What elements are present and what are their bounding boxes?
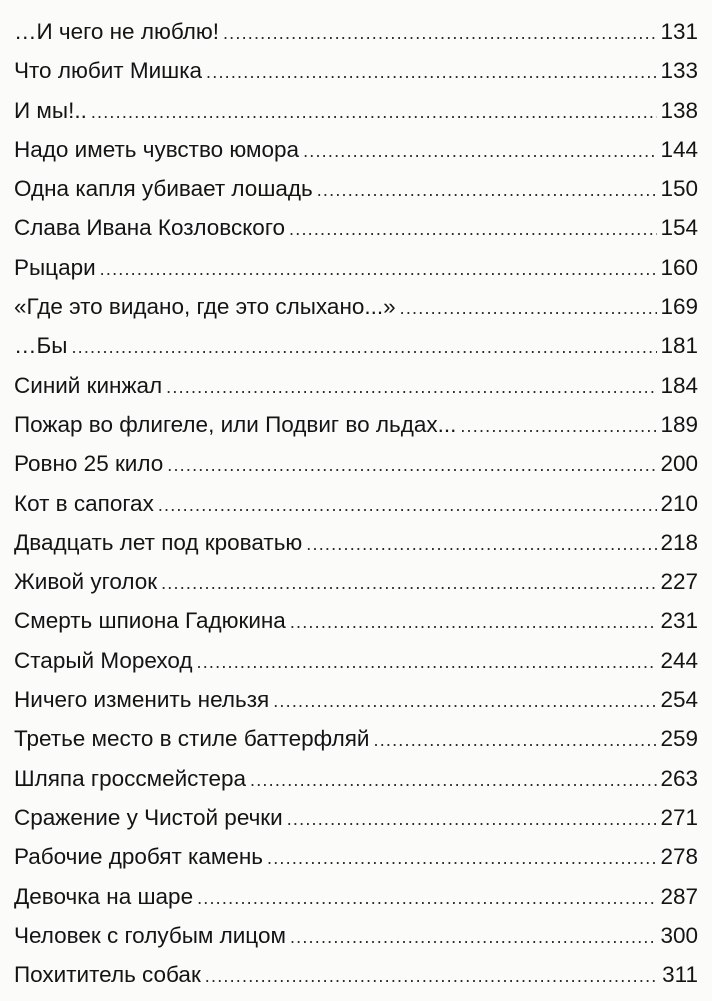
entry-page-number: 184 (660, 372, 698, 398)
entry-title: Синий кинжал (14, 372, 163, 398)
dot-leader (197, 879, 657, 918)
entry-title: Ничего изменить нельзя (14, 687, 270, 713)
dot-leader (290, 918, 657, 957)
entry-title: И мы!.. (14, 97, 87, 123)
toc-entry[interactable] (14, 248, 698, 287)
dot-leader (166, 368, 657, 407)
entry-title: Рыцари (14, 254, 96, 280)
entry-title: Надо иметь чувство юмора (14, 136, 300, 162)
entry-title: Шляпа гроссмейстера (14, 765, 247, 791)
toc-entry[interactable] (14, 287, 698, 326)
entry-page-number: 227 (660, 569, 698, 595)
entry-title: Похититель собак (14, 962, 201, 988)
toc-entry[interactable] (14, 562, 698, 601)
toc-entry[interactable] (14, 719, 698, 758)
dot-leader (374, 721, 658, 760)
dot-leader (206, 53, 657, 92)
entry-title: Девочка на шаре (14, 883, 194, 909)
dot-leader (290, 603, 657, 642)
dot-leader (306, 525, 657, 564)
entry-title: Третье место в стиле баттерфляй (14, 726, 370, 752)
toc-entry[interactable] (14, 169, 698, 208)
entry-page-number: 218 (660, 529, 698, 555)
toc-entry[interactable] (14, 51, 698, 90)
dot-leader (71, 328, 657, 367)
dot-leader (273, 682, 657, 721)
entry-title: Ровно 25 кило (14, 451, 164, 477)
toc-entry[interactable] (14, 523, 698, 562)
entry-page-number: 160 (660, 254, 698, 280)
entry-title: Старый Мореход (14, 647, 193, 673)
entry-page-number: 154 (660, 215, 698, 241)
toc-entry[interactable] (14, 837, 698, 876)
entry-page-number: 131 (660, 19, 698, 44)
dot-leader (303, 132, 657, 171)
dot-leader (223, 14, 657, 53)
entry-page-number: 181 (660, 333, 698, 359)
dot-leader (100, 250, 657, 289)
dot-leader (460, 407, 657, 446)
dot-leader (158, 486, 657, 525)
entry-page-number: 138 (660, 97, 698, 123)
toc-entry[interactable] (14, 641, 698, 680)
dot-leader (205, 957, 657, 996)
entry-page-number: 144 (660, 136, 698, 162)
toc-entry[interactable] (14, 601, 698, 640)
dot-leader (91, 93, 657, 132)
entry-page-number: 169 (660, 294, 698, 320)
toc-entry[interactable] (14, 130, 698, 169)
dot-leader (250, 761, 657, 800)
entry-title: …Бы (14, 333, 68, 359)
entry-title: Одна капля убивает лошадь (14, 176, 313, 202)
toc-entry[interactable] (14, 326, 698, 365)
entry-page-number: 300 (660, 922, 698, 948)
entry-title: Двадцать лет под кроватью (14, 529, 303, 555)
toc-entry[interactable] (14, 484, 698, 523)
toc-entry[interactable] (14, 12, 698, 51)
entry-page-number: 210 (660, 490, 698, 516)
dot-leader (197, 643, 657, 682)
entry-title: Живой уголок (14, 569, 158, 595)
dot-leader (289, 210, 657, 249)
entry-title: «Где это видано, где это слыхано...» (14, 294, 396, 320)
toc-entry[interactable] (14, 91, 698, 130)
toc-entry[interactable] (14, 208, 698, 247)
toc-entry[interactable] (14, 916, 698, 955)
entry-title: …И чего не люблю! (14, 19, 219, 44)
entry-page-number: 311 (662, 962, 698, 988)
entry-title: Смерть шпиона Гадюкина (14, 608, 286, 634)
entry-page-number: 271 (660, 804, 698, 830)
toc-entry[interactable] (14, 955, 698, 994)
entry-title: Пожар во флигеле, или Подвиг во льдах... (14, 411, 457, 437)
entry-page-number: 278 (660, 844, 698, 870)
entry-page-number: 189 (660, 411, 698, 437)
dot-leader (317, 171, 657, 210)
toc-entry[interactable] (14, 877, 698, 916)
entry-page-number: 244 (660, 647, 698, 673)
entry-page-number: 254 (660, 687, 698, 713)
toc-entry[interactable] (14, 759, 698, 798)
dot-leader (287, 800, 657, 839)
dot-leader (167, 446, 657, 485)
entry-title: Кот в сапогах (14, 490, 154, 516)
entry-title: Сражение у Чистой речки (14, 804, 283, 830)
table-of-contents (14, 12, 698, 994)
entry-title: Человек с голубым лицом (14, 922, 286, 948)
entry-page-number: 150 (660, 176, 698, 202)
toc-entry[interactable] (14, 366, 698, 405)
entry-title: Что любит Мишка (14, 58, 203, 84)
dot-leader (161, 564, 657, 603)
entry-title: Рабочие дробят камень (14, 844, 264, 870)
entry-page-number: 133 (660, 58, 698, 84)
entry-title: Слава Ивана Козловского (14, 215, 286, 241)
entry-page-number: 200 (660, 451, 698, 477)
entry-page-number: 259 (660, 726, 698, 752)
toc-entry[interactable] (14, 680, 698, 719)
entry-page-number: 263 (660, 765, 698, 791)
dot-leader (400, 289, 657, 328)
toc-entry[interactable] (14, 798, 698, 837)
dot-leader (267, 839, 657, 878)
entry-page-number: 287 (660, 883, 698, 909)
entry-page-number: 231 (660, 608, 698, 634)
toc-entry[interactable] (14, 405, 698, 444)
toc-entry[interactable] (14, 444, 698, 483)
